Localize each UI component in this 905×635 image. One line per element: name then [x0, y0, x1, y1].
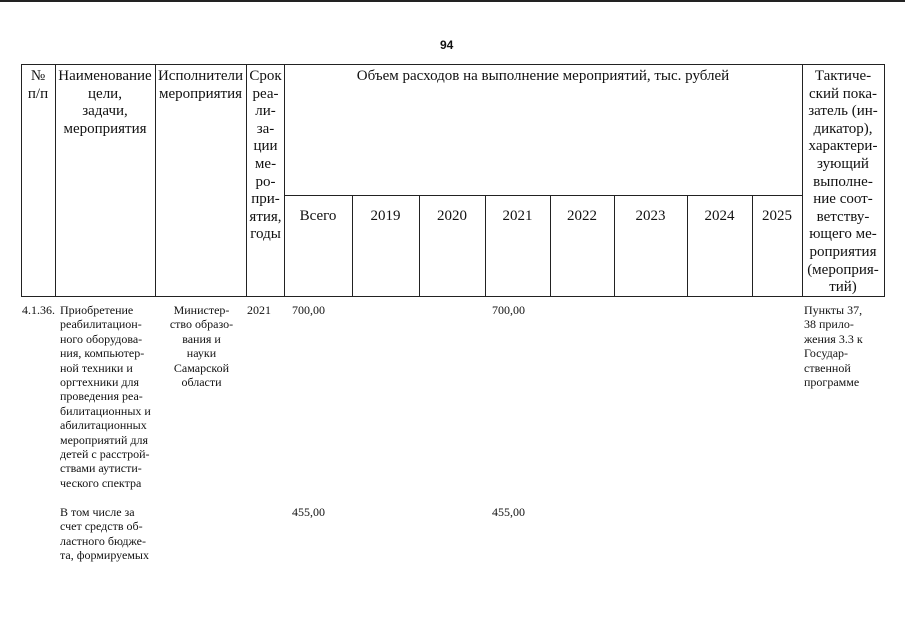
row-total: 455,00: [292, 505, 325, 519]
header-year-2024: 2024: [704, 208, 735, 224]
table-top-border: [21, 64, 884, 65]
header-name: Наименование цели, задачи, мероприятия: [58, 68, 152, 137]
header-year-2022: 2022: [567, 208, 597, 224]
header-year-2021: 2021: [502, 208, 533, 224]
header-bottom-border: [21, 296, 884, 297]
row-name: В том числе за счет средств об- ластного бюдже- та, формируемых: [60, 505, 149, 563]
header-indicator: Тактиче- ский пока- затель (ин- дикатор), характери- зующий выполне- ние соот- ветству- ющего ме- роприятия (мероприя- тий): [807, 68, 879, 296]
row-number: 4.1.36.: [22, 303, 55, 317]
header-year-2025: 2025: [762, 208, 792, 224]
page-top-border: [0, 0, 905, 2]
row-term: 2021: [247, 303, 271, 317]
row-2021: 700,00: [492, 303, 525, 317]
header-term: Срок реа- ли- за- ции ме- ро- при- ятия, годы: [249, 68, 282, 243]
row-2021: 455,00: [492, 505, 525, 519]
header-year-2020: 2020: [437, 208, 467, 224]
row-total: 700,00: [292, 303, 325, 317]
header-year-2023: 2023: [635, 208, 666, 224]
header-total: Всего: [299, 208, 337, 224]
header-num: № п/п: [27, 68, 49, 102]
header-year-2019: 2019: [370, 208, 401, 224]
row-indicator: Пункты 37, 38 прило- жения 3.3 к Государ- ственной программе: [804, 303, 863, 390]
row-name: Приобретение реабилитацион- ного оборудова- ния, компьютер- ной техники и оргтехники для проведения реа- билитационных и абилитационных мероприятий для детей с расстрой- ствами аутисти- ческого спектра: [60, 303, 151, 490]
col-border: [884, 64, 885, 297]
col-border: [284, 64, 285, 297]
header-expenses: Объем расходов на выполнение мероприятий, тыс. рублей: [356, 68, 730, 84]
row-executors: Министер- ство образо- вания и науки Самарской области: [169, 303, 234, 390]
year-header-divider: [284, 195, 803, 196]
header-executors: Исполнители мероприятия: [157, 68, 244, 102]
page-number: 94: [440, 38, 454, 52]
